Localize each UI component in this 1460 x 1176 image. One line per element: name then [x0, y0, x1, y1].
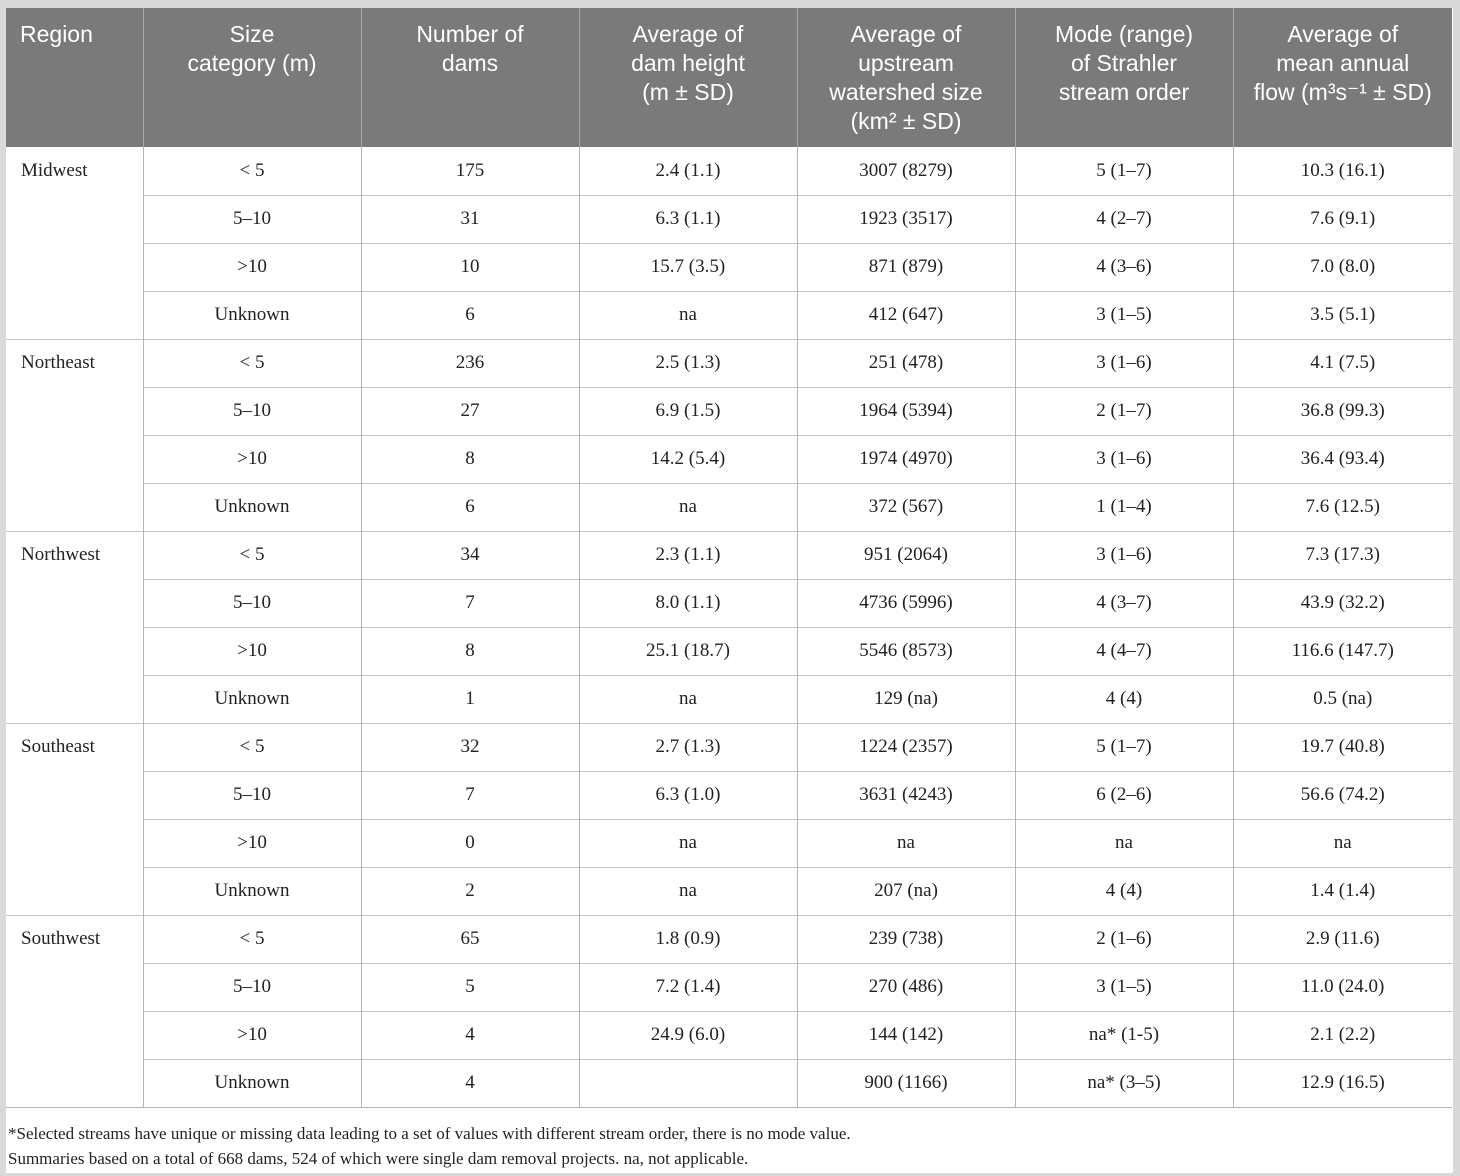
region-cell	[6, 819, 143, 867]
size-category-cell: 5–10	[143, 579, 361, 627]
header-stream-order: Mode (range) of Strahler stream order	[1015, 8, 1233, 147]
size-category-cell: 5–10	[143, 387, 361, 435]
number-of-dams-cell: 27	[361, 387, 579, 435]
annual-flow-cell: 3.5 (5.1)	[1233, 291, 1452, 339]
dam-summary-table	[6, 8, 1452, 1108]
dam-height-cell: 6.3 (1.0)	[579, 771, 797, 819]
table-row	[6, 771, 1452, 819]
stream-order-cell: 6 (2–6)	[1015, 771, 1233, 819]
annual-flow-cell: 7.6 (9.1)	[1233, 195, 1452, 243]
watershed-size-cell: 129 (na)	[797, 675, 1015, 723]
annual-flow-cell: 2.9 (11.6)	[1233, 915, 1452, 963]
number-of-dams-cell: 31	[361, 195, 579, 243]
number-of-dams-cell: 6	[361, 483, 579, 531]
number-of-dams-cell: 4	[361, 1059, 579, 1107]
size-category-cell: Unknown	[143, 1059, 361, 1107]
stream-order-cell: na	[1015, 819, 1233, 867]
region-cell	[6, 435, 143, 483]
annual-flow-cell: 10.3 (16.1)	[1233, 147, 1452, 195]
table-row	[6, 243, 1452, 291]
number-of-dams-cell: 5	[361, 963, 579, 1011]
number-of-dams-cell: 32	[361, 723, 579, 771]
region-cell	[6, 771, 143, 819]
size-category-cell: 5–10	[143, 963, 361, 1011]
watershed-size-cell: 900 (1166)	[797, 1059, 1015, 1107]
table-row	[6, 579, 1452, 627]
number-of-dams-cell: 65	[361, 915, 579, 963]
annual-flow-cell: 7.0 (8.0)	[1233, 243, 1452, 291]
region-cell: Midwest	[21, 159, 88, 181]
table-row	[6, 291, 1452, 339]
dam-height-cell: 8.0 (1.1)	[579, 579, 797, 627]
annual-flow-cell: 43.9 (32.2)	[1233, 579, 1452, 627]
stream-order-cell: 4 (2–7)	[1015, 195, 1233, 243]
dam-height-cell: na	[579, 867, 797, 915]
stream-order-cell: 1 (1–4)	[1015, 483, 1233, 531]
dam-height-cell: 2.4 (1.1)	[579, 147, 797, 195]
dam-height-cell: 6.9 (1.5)	[579, 387, 797, 435]
region-cell	[6, 291, 143, 339]
annual-flow-cell: na	[1233, 819, 1452, 867]
size-category-cell: Unknown	[143, 867, 361, 915]
header-watershed-size: Average of upstream watershed size (km² ± SD)	[797, 8, 1015, 147]
region-cell	[6, 387, 143, 435]
region-cell: Northwest	[6, 531, 143, 579]
watershed-size-cell: 1964 (5394)	[797, 387, 1015, 435]
annual-flow-cell: 19.7 (40.8)	[1233, 723, 1452, 771]
number-of-dams-cell: 7	[361, 771, 579, 819]
stream-order-cell: 4 (3–6)	[1015, 243, 1233, 291]
table-row	[6, 339, 1452, 387]
stream-order-cell: 3 (1–6)	[1015, 531, 1233, 579]
watershed-size-cell: 4736 (5996)	[797, 579, 1015, 627]
region-cell	[6, 627, 143, 675]
table-header	[6, 8, 1452, 147]
size-category-cell: >10	[143, 819, 361, 867]
region-cell: Southwest	[6, 915, 143, 963]
number-of-dams-cell: 175	[361, 147, 579, 195]
watershed-size-cell: 951 (2064)	[797, 531, 1015, 579]
stream-order-cell: 4 (4)	[1015, 867, 1233, 915]
number-of-dams-cell: 1	[361, 675, 579, 723]
number-of-dams-cell: 8	[361, 435, 579, 483]
table-row	[6, 867, 1452, 915]
annual-flow-cell: 2.1 (2.2)	[1233, 1011, 1452, 1059]
footnotes	[8, 1121, 851, 1171]
number-of-dams-cell: 236	[361, 339, 579, 387]
dam-height-cell: 15.7 (3.5)	[579, 243, 797, 291]
watershed-size-cell: 412 (647)	[797, 291, 1015, 339]
annual-flow-cell: 56.6 (74.2)	[1233, 771, 1452, 819]
annual-flow-cell: 11.0 (24.0)	[1233, 963, 1452, 1011]
table-row	[6, 483, 1452, 531]
size-category-cell: >10	[143, 627, 361, 675]
header-number-of-dams: Number of dams	[361, 8, 579, 147]
stream-order-cell: 4 (3–7)	[1015, 579, 1233, 627]
header-annual-flow: Average of mean annual flow (m³s⁻¹ ± SD)	[1233, 8, 1452, 147]
stream-order-cell: 4 (4)	[1015, 675, 1233, 723]
stream-order-cell: 2 (1–6)	[1015, 915, 1233, 963]
table-row	[6, 531, 1452, 579]
annual-flow-cell: 1.4 (1.4)	[1233, 867, 1452, 915]
watershed-size-cell: 270 (486)	[797, 963, 1015, 1011]
region-cell	[6, 675, 143, 723]
header-region: Region	[6, 8, 143, 147]
watershed-size-cell: 1224 (2357)	[797, 723, 1015, 771]
number-of-dams-cell: 7	[361, 579, 579, 627]
size-category-cell: >10	[143, 1011, 361, 1059]
number-of-dams-cell: 0	[361, 819, 579, 867]
table-row	[6, 387, 1452, 435]
dam-height-cell: 14.2 (5.4)	[579, 435, 797, 483]
size-category-cell: 5–10	[143, 771, 361, 819]
number-of-dams-cell: 34	[361, 531, 579, 579]
watershed-size-cell: 3007 (8279)	[797, 147, 1015, 195]
size-category-cell: Unknown	[143, 291, 361, 339]
dam-height-cell: 1.8 (0.9)	[579, 915, 797, 963]
table-row	[6, 1011, 1452, 1059]
size-category-cell: < 5	[143, 531, 361, 579]
annual-flow-cell: 36.8 (99.3)	[1233, 387, 1452, 435]
size-category-cell: >10	[143, 435, 361, 483]
dam-height-cell: 2.3 (1.1)	[579, 531, 797, 579]
dam-height-cell: na	[579, 819, 797, 867]
annual-flow-cell: 0.5 (na)	[1233, 675, 1452, 723]
dam-height-cell: 25.1 (18.7)	[579, 627, 797, 675]
size-category-cell: < 5	[143, 339, 361, 387]
region-cell	[6, 1011, 143, 1059]
footnote-summary: Summaries based on a total of 668 dams, 524 of which were single dam removal projects. na, not applicable.	[8, 1149, 749, 1168]
number-of-dams-cell: 2	[361, 867, 579, 915]
stream-order-cell: 3 (1–6)	[1015, 435, 1233, 483]
region-cell	[6, 243, 143, 291]
number-of-dams-cell: 10	[361, 243, 579, 291]
region-cell	[6, 1059, 143, 1107]
watershed-size-cell: 372 (567)	[797, 483, 1015, 531]
table-frame	[6, 8, 1453, 1173]
stream-order-cell: 2 (1–7)	[1015, 387, 1233, 435]
watershed-size-cell: 207 (na)	[797, 867, 1015, 915]
header-size-category: Size category (m)	[143, 8, 361, 147]
dam-height-cell: 2.5 (1.3)	[579, 339, 797, 387]
table-row	[6, 195, 1452, 243]
dam-height-cell: 6.3 (1.1)	[579, 195, 797, 243]
watershed-size-cell: 1974 (4970)	[797, 435, 1015, 483]
size-category-cell: Unknown	[143, 675, 361, 723]
header-dam-height: Average of dam height (m ± SD)	[579, 8, 797, 147]
table-row	[6, 147, 1452, 195]
size-category-cell: < 5	[143, 723, 361, 771]
watershed-size-cell: 871 (879)	[797, 243, 1015, 291]
table-row	[6, 915, 1452, 963]
stream-order-cell: 5 (1–7)	[1015, 147, 1233, 195]
watershed-size-cell: 1923 (3517)	[797, 195, 1015, 243]
table-row	[6, 675, 1452, 723]
header-row	[6, 8, 1452, 147]
watershed-size-cell: 3631 (4243)	[797, 771, 1015, 819]
number-of-dams-cell: 4	[361, 1011, 579, 1059]
stream-order-cell: 3 (1–5)	[1015, 963, 1233, 1011]
stream-order-cell: 4 (4–7)	[1015, 627, 1233, 675]
region-cell	[6, 867, 143, 915]
region-cell	[6, 579, 143, 627]
dam-height-cell: na	[579, 675, 797, 723]
annual-flow-cell: 116.6 (147.7)	[1233, 627, 1452, 675]
size-category-cell: < 5	[143, 915, 361, 963]
annual-flow-cell: 7.6 (12.5)	[1233, 483, 1452, 531]
region-cell: Southeast	[6, 723, 143, 771]
annual-flow-cell: 7.3 (17.3)	[1233, 531, 1452, 579]
size-category-cell: Unknown	[143, 483, 361, 531]
dam-height-cell: 7.2 (1.4)	[579, 963, 797, 1011]
watershed-size-cell: na	[797, 819, 1015, 867]
region-cell	[6, 195, 143, 243]
annual-flow-cell: 4.1 (7.5)	[1233, 339, 1452, 387]
annual-flow-cell: 36.4 (93.4)	[1233, 435, 1452, 483]
annual-flow-cell: 12.9 (16.5)	[1233, 1059, 1452, 1107]
size-category-cell: 5–10	[143, 195, 361, 243]
table-row	[6, 723, 1452, 771]
region-cell: Northeast	[6, 339, 143, 387]
dam-height-cell: 24.9 (6.0)	[579, 1011, 797, 1059]
watershed-size-cell: 144 (142)	[797, 1011, 1015, 1059]
number-of-dams-cell: 6	[361, 291, 579, 339]
dam-height-cell: na	[579, 483, 797, 531]
dam-height-cell: na	[579, 291, 797, 339]
stream-order-cell: 3 (1–6)	[1015, 339, 1233, 387]
table-row	[6, 435, 1452, 483]
stream-order-cell: na* (3–5)	[1015, 1059, 1233, 1107]
watershed-size-cell: 239 (738)	[797, 915, 1015, 963]
table-row	[6, 963, 1452, 1011]
region-cell	[6, 963, 143, 1011]
table-row	[6, 1059, 1452, 1107]
stream-order-cell: 5 (1–7)	[1015, 723, 1233, 771]
table-body	[6, 147, 1452, 1107]
watershed-size-cell: 5546 (8573)	[797, 627, 1015, 675]
stream-order-cell: 3 (1–5)	[1015, 291, 1233, 339]
table-row	[6, 627, 1452, 675]
watershed-size-cell: 251 (478)	[797, 339, 1015, 387]
region-cell	[6, 483, 143, 531]
size-category-cell: < 5	[143, 147, 361, 195]
dam-height-cell	[579, 1059, 797, 1107]
size-category-cell: >10	[143, 243, 361, 291]
dam-height-cell: 2.7 (1.3)	[579, 723, 797, 771]
stream-order-cell: na* (1-5)	[1015, 1011, 1233, 1059]
footnote-asterisk: *Selected streams have unique or missing data leading to a set of values with different stream order, there is no mode value.	[8, 1124, 851, 1143]
number-of-dams-cell: 8	[361, 627, 579, 675]
table-row	[6, 819, 1452, 867]
